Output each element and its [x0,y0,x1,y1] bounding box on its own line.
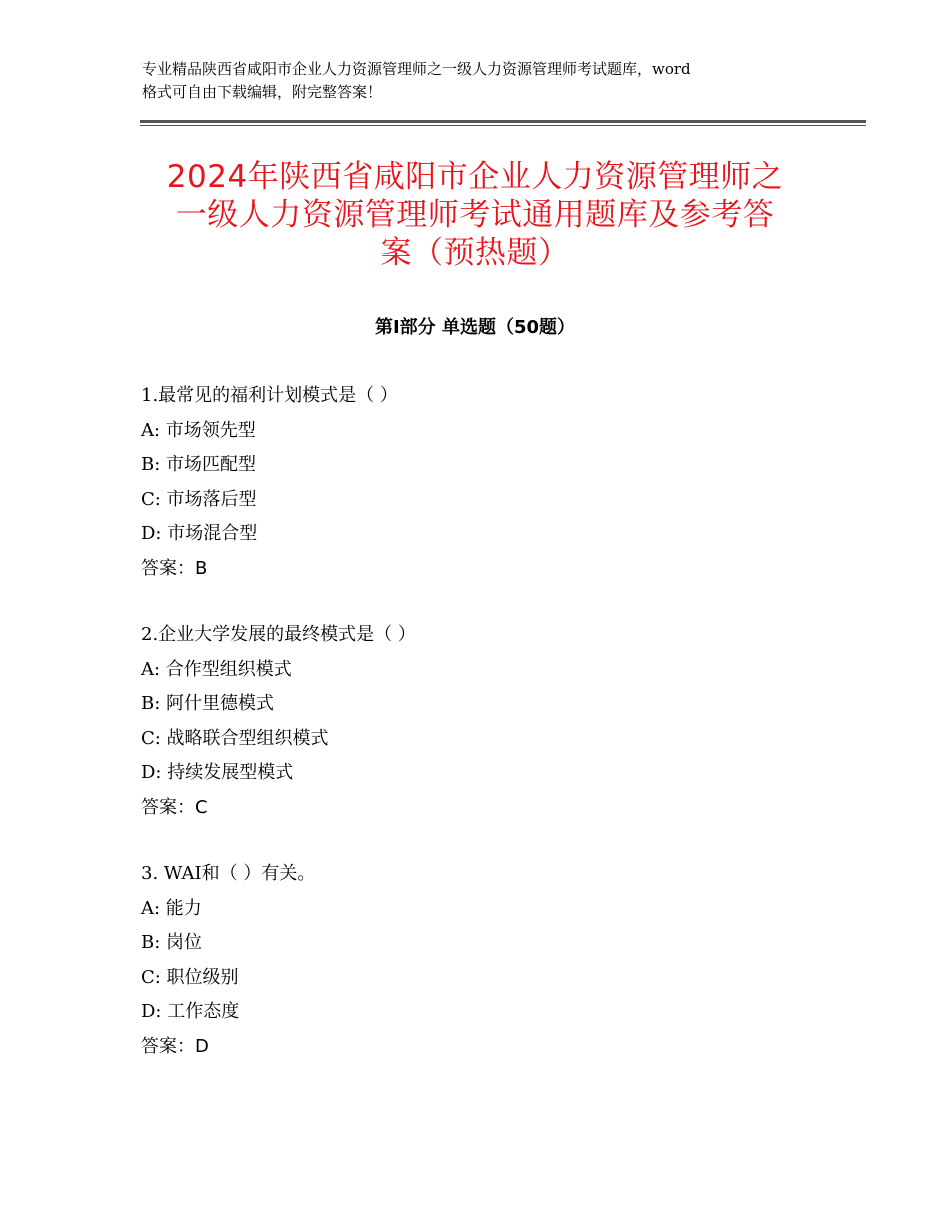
option-c: C: 市场落后型 [141,488,257,510]
header-rule-thick [140,120,866,123]
option-b: B: 岗位 [141,932,203,953]
question-1 [141,379,841,586]
option-a: A: 能力 [141,897,202,919]
header-rule-thin [140,125,866,126]
section-heading: 第Ⅰ部分 单选题（50题） [374,317,575,338]
question-2 [141,618,841,825]
header-note-line-2: 格式可自由下载编辑，附完整答案！ [142,83,383,101]
option-d: D: 市场混合型 [141,523,258,544]
option-b: B: 阿什里德模式 [141,693,275,714]
option-d: D: 持续发展型模式 [141,762,294,783]
answer: 答案：C [141,796,208,818]
header-note-line-1: 专业精品陕西省咸阳市企业人力资源管理师之一级人力资源管理师考试题库，word [142,60,691,78]
option-c: C: 职位级别 [141,966,239,988]
document-title [100,158,850,272]
title-line-1: 2024年陕西省咸阳市企业人力资源管理师之 [166,159,784,195]
question-stem: 3. WAI和（ ）有关。 [141,863,316,884]
option-a: A: 市场领先型 [141,419,256,441]
question-stem: 2.企业大学发展的最终模式是（ ） [141,624,416,645]
answer: 答案：D [141,1035,209,1057]
option-b: B: 市场匹配型 [141,454,257,475]
answer: 答案：B [141,557,208,579]
option-a: A: 合作型组织模式 [141,658,292,680]
option-c: C: 战略联合型组织模式 [141,727,329,749]
option-d: D: 工作态度 [141,1001,240,1022]
header-note [142,58,842,104]
question-stem: 1.最常见的福利计划模式是（ ） [141,385,398,406]
title-line-3: 案（预热题） [380,235,570,271]
question-3 [141,857,841,1064]
title-line-2: 一级人力资源管理师考试通用题库及参考答 [175,197,775,233]
